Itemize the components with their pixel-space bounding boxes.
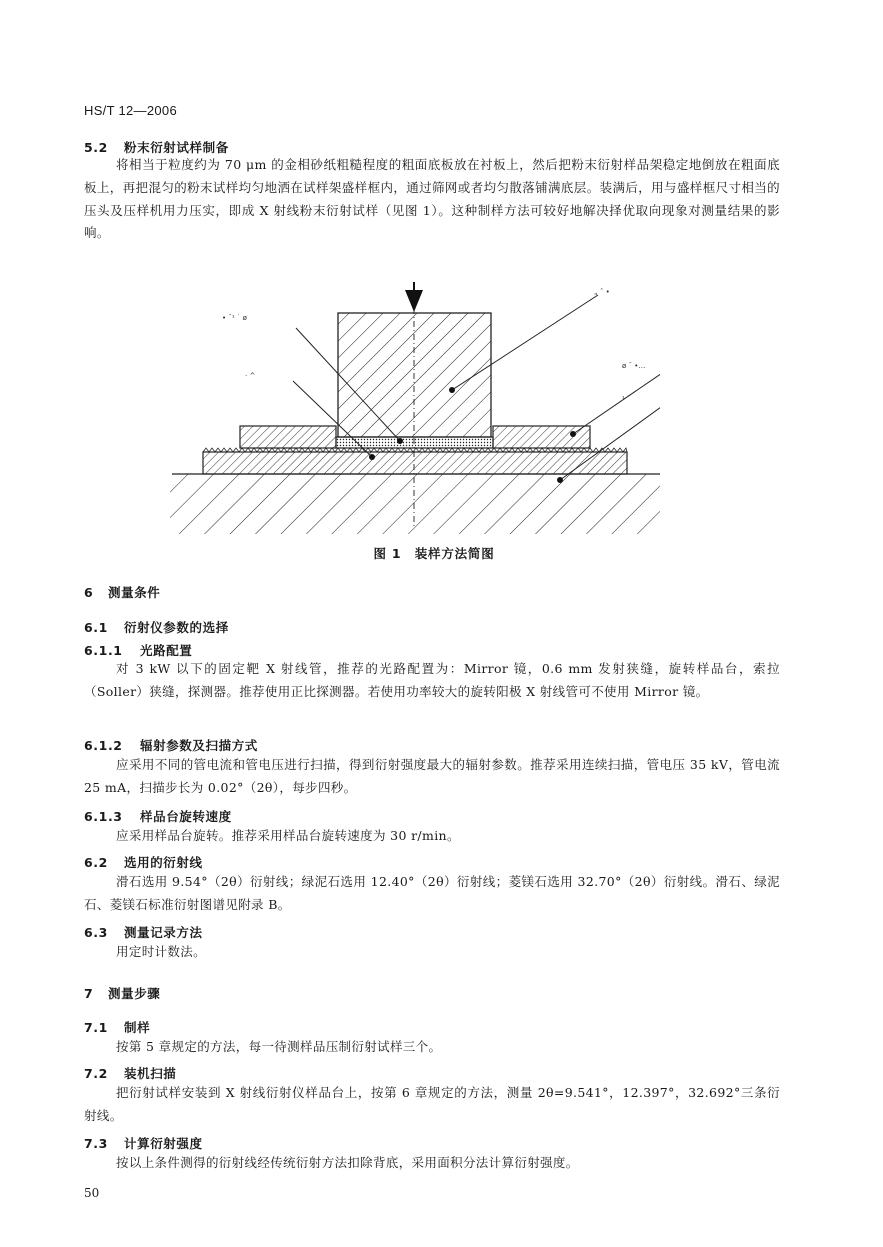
standard-code: HS/T 12—2006 (84, 103, 177, 118)
section-6-1-heading (84, 618, 229, 636)
section-number: 6 (84, 585, 94, 600)
section-number: 6.1 (84, 620, 108, 635)
section-title: 辐射参数及扫描方式 (140, 738, 258, 753)
powder-sample (336, 437, 493, 448)
section-6-1-3-body: 应采用样品台旋转。推荐采用样品台旋转速度为 30 r/min。 (116, 828, 460, 843)
section-6-1-1-heading (84, 641, 192, 659)
section-5-2-body: 将相当于粒度约为 70 μm 的金相砂纸粗糙程度的粗面底板放在衬板上，然后把粉末衍射样品架稳定地倒放在粗面底板上，再把混匀的粉末试样均匀地洒在试样架盛样框内，通过筛网或者均匀散落铺满底层。装满后，用与盛样框尺寸相当的压头及压样机用力压实，即成 X 射线粉末衍射试样（见图 1）。这种制样方法可较好地解决择优取向现象对测量结果的影响。 (84, 157, 780, 241)
section-number: 7.3 (84, 1136, 108, 1151)
rough-base-plate (203, 452, 627, 474)
section-title: 选用的衍射线 (124, 855, 203, 870)
figure-1-diagram (160, 272, 660, 534)
callout-label-4: ø ˉ •… (622, 362, 646, 370)
section-6-1-3-heading (84, 807, 232, 825)
page-number: 50 (84, 1186, 100, 1200)
section-6-1-2-heading (84, 736, 258, 754)
callout-label-1: • ˉ¹ ˙ ø (222, 314, 247, 322)
section-title: 计算衍射强度 (124, 1136, 203, 1151)
section-7-1-body: 按第 5 章规定的方法，每一待测样品压制衍射试样三个。 (116, 1039, 442, 1054)
section-6-1-1-body: 对 3 kW 以下的固定靶 X 射线管，推荐的光路配置为：Mirror 镜，0.6 mm 发射狭缝，旋转样品台，索拉（Soller）狭缝，探测器。推荐使用正比探测器。若使用功率较大的旋转阳极 X 射线管可不使用 Mirror 镜。 (84, 661, 780, 699)
section-number: 7.1 (84, 1020, 108, 1035)
callout-label-5: ¹ ˉ (622, 395, 631, 403)
callout-label-3: „ ˆ • (594, 288, 610, 296)
ground-hatch (160, 474, 660, 534)
section-title: 衍射仪参数的选择 (124, 620, 229, 635)
section-7-1-heading (84, 1018, 150, 1036)
section-title: 粉末衍射试样制备 (124, 140, 229, 155)
section-title: 制样 (124, 1020, 151, 1035)
section-7-2-body: 把衍射试样安装到 X 射线衍射仪样品台上，按第 6 章规定的方法，测量 2θ=9.541°，12.397°，32.692°三条衍射线。 (84, 1085, 780, 1123)
section-title: 样品台旋转速度 (140, 809, 232, 824)
section-6-2-heading (84, 853, 203, 871)
section-7-3-body: 按以上条件测得的衍射线经传统衍射方法扣除背底，采用面积分法计算衍射强度。 (116, 1155, 579, 1170)
section-number: 6.1.1 (84, 643, 123, 658)
section-number: 5.2 (84, 140, 108, 155)
callout-label-2: · ^ (245, 372, 256, 380)
section-title: 测量步骤 (108, 986, 161, 1001)
section-number: 6.2 (84, 855, 108, 870)
section-7-3-heading (84, 1134, 203, 1152)
figure-1-caption: 图 1 装样方法简图 (373, 546, 495, 561)
rough-surface-teeth (203, 448, 627, 452)
section-6-3-heading (84, 923, 203, 941)
section-7-heading (84, 984, 160, 1002)
section-6-2-body: 滑石选用 9.54°（2θ）衍射线；绿泥石选用 12.40°（2θ）衍射线；菱镁石选用 32.70°（2θ）衍射线。滑石、绿泥石、菱镁石标准衍射图谱见附录 B。 (84, 874, 780, 912)
section-title: 光路配置 (140, 643, 193, 658)
section-title: 测量记录方法 (124, 925, 203, 940)
section-6-heading (84, 583, 160, 601)
press-head (338, 313, 491, 437)
section-6-1-2-body: 应采用不同的管电流和管电压进行扫描，得到衍射强度最大的辐射参数。推荐采用连续扫描，管电压 35 kV，管电流 25 mA，扫描步长为 0.02°（2θ），每步四秒。 (84, 757, 780, 795)
section-6-3-body: 用定时计数法。 (116, 944, 206, 959)
section-number: 7 (84, 986, 94, 1001)
section-number: 7.2 (84, 1066, 108, 1081)
section-title: 测量条件 (108, 585, 161, 600)
section-number: 6.1.3 (84, 809, 123, 824)
section-title: 装机扫描 (124, 1066, 177, 1081)
force-arrow-icon (405, 290, 423, 312)
sample-holder-right (493, 426, 590, 448)
section-7-2-heading (84, 1064, 176, 1082)
section-number: 6.3 (84, 925, 108, 940)
sample-holder-left (240, 426, 336, 448)
section-number: 6.1.2 (84, 738, 123, 753)
